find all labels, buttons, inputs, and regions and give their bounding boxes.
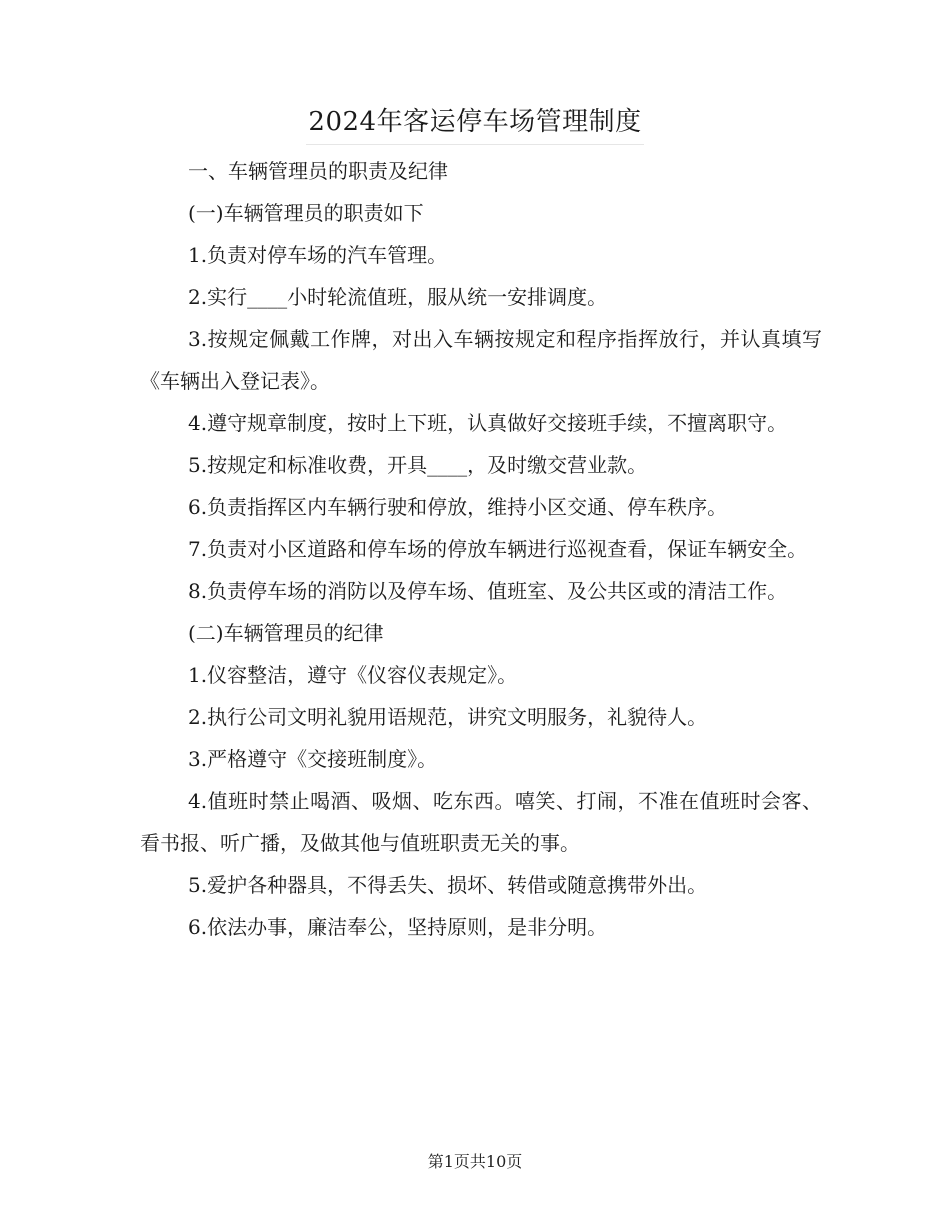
paragraph: 1.仪容整洁，遵守《仪容仪表规定》。 (188, 663, 518, 687)
page-number-footer: 第1页共10页 (427, 1152, 523, 1171)
paragraph: 4.值班时禁止喝酒、吸烟、吃东西。嘻笑、打闹，不准在值班时会客、看书报、听广播，及做其他与值班职责无关的事。 (140, 789, 822, 855)
subsection-heading-discipline: (二)车辆管理员的纪律 (188, 621, 384, 645)
paragraph: 6.负责指挥区内车辆行驶和停放，维持小区交通、停车秩序。 (188, 495, 728, 519)
document-title (0, 104, 950, 145)
paragraph: 7.负责对小区道路和停车场的停放车辆进行巡视查看，保证车辆安全。 (188, 537, 808, 561)
paragraph: 1.负责对停车场的汽车管理。 (188, 243, 448, 267)
paragraph: 2.实行____小时轮流值班，服从统一安排调度。 (188, 285, 608, 309)
paragraph: 2.执行公司文明礼貌用语规范，讲究文明服务，礼貌待人。 (188, 705, 708, 729)
subsection-heading-duties: (一)车辆管理员的职责如下 (188, 201, 424, 225)
section-heading-1: 一、车辆管理员的职责及纪律 (188, 159, 448, 183)
paragraph: 4.遵守规章制度，按时上下班，认真做好交接班手续，不擅离职守。 (188, 411, 788, 435)
paragraph: 6.依法办事，廉洁奉公，坚持原则，是非分明。 (188, 915, 608, 939)
paragraph: 5.爱护各种器具，不得丢失、损坏、转借或随意携带外出。 (188, 873, 708, 897)
paragraph: 8.负责停车场的消防以及停车场、值班室、及公共区或的清洁工作。 (188, 579, 788, 603)
document-body (140, 150, 822, 948)
paragraph: 3.严格遵守《交接班制度》。 (188, 747, 438, 771)
paragraph: 3.按规定佩戴工作牌，对出入车辆按规定和程序指挥放行，并认真填写《车辆出入登记表》。 (140, 327, 822, 393)
paragraph: 5.按规定和标准收费，开具____，及时缴交营业款。 (188, 453, 648, 477)
document-title-text: 2024年客运停车场管理制度 (306, 104, 643, 145)
